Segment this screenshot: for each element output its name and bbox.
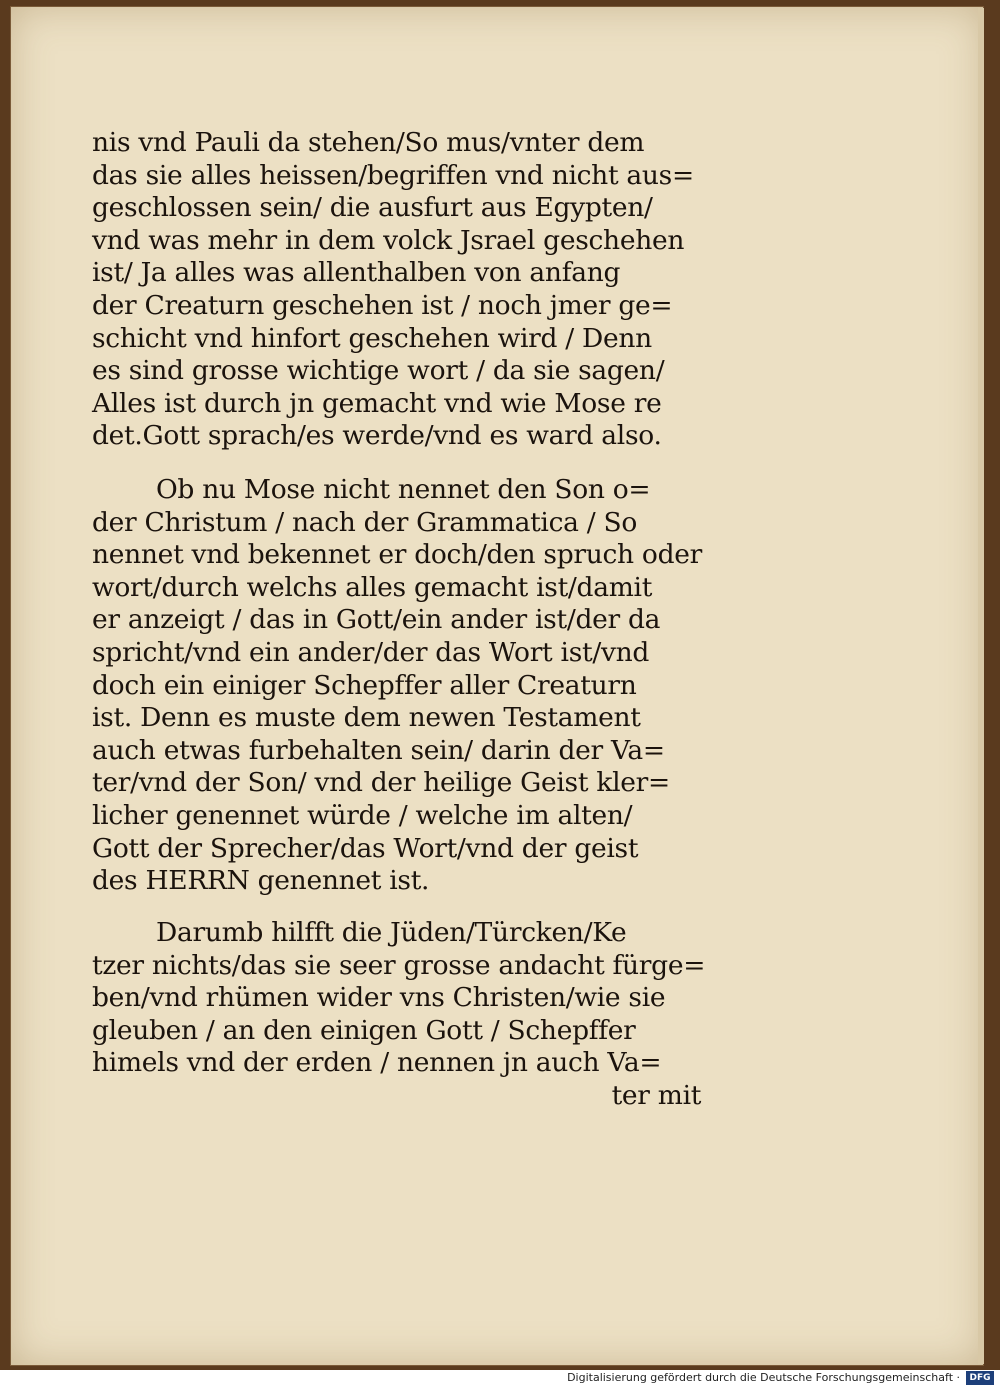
- text-line: des HERRN genennet ist.: [92, 865, 430, 897]
- text-line: der Christum / nach der Grammatica / So: [92, 506, 638, 538]
- text-line: geschlossen sein/ die ausfurt aus Egypten/: [92, 192, 653, 224]
- text-line: ben/vnd rhümen wider vns Christen/wie sie: [92, 982, 666, 1014]
- text-line: nennet vnd bekennet er doch/den spruch oder: [92, 539, 703, 571]
- text-line: ist/ Ja alles was allenthalben von anfang: [92, 257, 621, 289]
- text-line: doch ein einiger Schepffer aller Creaturn: [92, 669, 637, 701]
- text-line: vnd was mehr in dem volck Jsrael geschehen: [92, 224, 685, 256]
- text-line: spricht/vnd ein ander/der das Wort ist/vnd: [92, 636, 650, 668]
- text-line: ter/vnd der Son/ vnd der heilige Geist kler=: [92, 767, 670, 799]
- catchword: ter mit: [611, 1079, 702, 1111]
- page-edge: [978, 8, 984, 1364]
- text-line: licher genennet würde / welche im alten/: [92, 799, 633, 831]
- text-line: ist. Denn es muste dem newen Testament: [92, 702, 641, 734]
- footer-credit: Digitalisierung gefördert durch die Deutsche Forschungsgemeinschaft ·: [567, 1371, 960, 1384]
- text-line: tzer nichts/das sie seer grosse andacht fürge=: [92, 949, 706, 981]
- text-line: das sie alles heissen/begriffen vnd nicht aus=: [92, 159, 694, 191]
- paragraph-3: [92, 917, 705, 1113]
- text-line: Gott der Sprecher/das Wort/vnd der geist: [92, 832, 639, 864]
- paragraph-2: [92, 474, 702, 898]
- text-line: himels vnd der erden / nennen jn auch Va=: [92, 1047, 662, 1079]
- text-line: Ob nu Mose nicht nennet den Son o=: [156, 474, 651, 505]
- text-line: schicht vnd hinfort geschehen wird / Denn: [92, 322, 652, 354]
- text-line: der Creaturn geschehen ist / noch jmer ge=: [92, 289, 673, 321]
- text-line: gleuben / an den einigen Gott / Schepffer: [92, 1014, 636, 1046]
- text-line: nis vnd Pauli da stehen/So mus/vnter dem: [92, 127, 645, 158]
- text-line: er anzeigt / das in Gott/ein ander ist/der da: [92, 604, 661, 636]
- text-line: Darumb hilfft die Jüden/Türcken/Ke: [156, 917, 627, 948]
- text-line: wort/durch welchs alles gemacht ist/damit: [92, 571, 653, 603]
- text-line: es sind grosse wichtige wort / da sie sagen/: [92, 355, 665, 387]
- paragraph-1: [92, 127, 694, 453]
- text-line: det.Gott sprach/es werde/vnd es ward also.: [92, 420, 662, 452]
- text-line: Alles ist durch jn gemacht vnd wie Mose re: [92, 387, 662, 419]
- dfg-logo: DFG: [966, 1371, 994, 1385]
- text-line: auch etwas furbehalten sein/ darin der Va=: [92, 734, 665, 766]
